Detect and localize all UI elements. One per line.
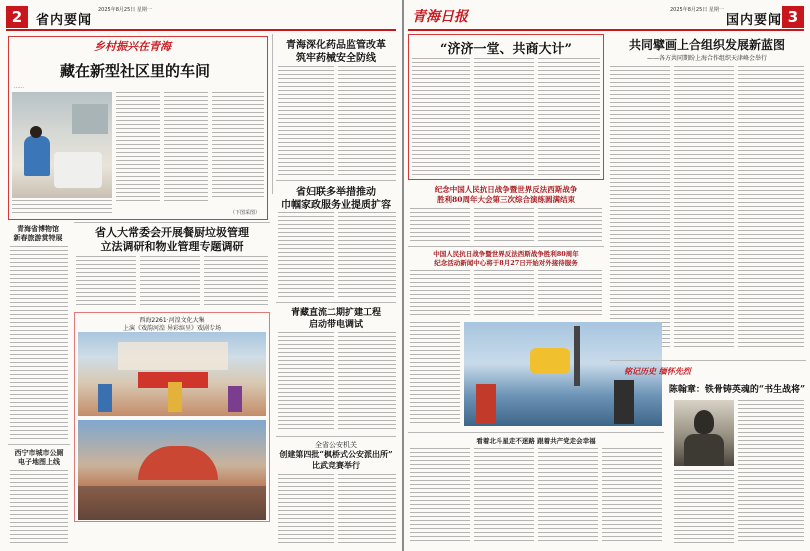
- rule: [8, 444, 70, 445]
- opera-title-2: 上演《戏韵河湟 异彩缤呈》戏剧专场: [123, 325, 221, 332]
- headline-drug-safety-1: 青海深化药品监管改革: [286, 40, 386, 51]
- sco-text-col: [738, 66, 804, 350]
- womens-text-col: [338, 212, 396, 300]
- npc-text-col: [204, 256, 268, 306]
- sco-text-col: [674, 66, 734, 350]
- headline-xining-2: 电子地图上线: [18, 458, 60, 466]
- feature-kicker: 乡村振兴在青海: [94, 40, 171, 53]
- xining-text-col: [10, 470, 68, 544]
- press-text-col: [538, 270, 602, 316]
- deepsea-text-col: [602, 448, 662, 544]
- rule: [74, 222, 270, 223]
- headline-power-1: 青藏直流二期扩建工程: [290, 308, 381, 318]
- column-divider: [272, 34, 273, 194]
- commemoration-text-col: [538, 208, 602, 244]
- page-number: 2: [6, 6, 28, 28]
- headline-sco: 共同擘画上合组织发展新蓝图: [628, 38, 785, 52]
- police-text-col: [338, 474, 396, 544]
- header-rule: [6, 29, 396, 31]
- headline-commemoration-2: 胜利80周年大会第三次综合演练圆满结束: [437, 195, 575, 204]
- photo-side-text: [410, 322, 460, 426]
- feature-text-col: [116, 92, 160, 204]
- feature-text-col: [164, 92, 208, 204]
- headline-profile: 陈翰章：铁骨铸英魂的“书生战将”: [668, 385, 806, 395]
- headline-press-1: 中国人民抗日战争暨世界反法西斯战争胜利80周年: [433, 250, 579, 258]
- police-text-col: [278, 474, 334, 544]
- womens-text-col: [278, 212, 334, 300]
- headline-police-3: 比武竞赛举行: [312, 460, 360, 470]
- headline-police-1: 全省公安机关: [315, 441, 357, 449]
- profile-text-col: [674, 470, 734, 544]
- drug-text-col: [338, 66, 396, 178]
- drug-text-col: [278, 66, 334, 178]
- deepsea-text-col: [538, 448, 598, 544]
- commemoration-text-col: [474, 208, 534, 244]
- date-line: 2025年8月25日 星期一: [670, 7, 724, 13]
- opera-photo-top: [78, 332, 266, 416]
- rule: [610, 360, 806, 361]
- portrait-photo: [674, 400, 734, 466]
- press-text-col: [410, 270, 470, 316]
- headline-power-2: 启动带电调试: [308, 320, 363, 330]
- power-text-col: [338, 332, 396, 432]
- headline-commemoration-1: 纪念中国人民抗日战争暨世界反法西斯战争: [434, 185, 578, 194]
- headline-npc-1: 省人大常委会开展餐厨垃圾管理: [95, 226, 249, 239]
- headline-deep-sea: 看着北斗星走不迷路 跟着共产党走会幸福: [476, 437, 596, 445]
- headline-police-2: 创建第四批“枫桥式公安派出所”: [279, 449, 393, 459]
- opera-photo-bottom: [78, 420, 266, 520]
- rule: [276, 436, 396, 437]
- headline-museum-2: 新春旅游赏特展: [13, 234, 63, 242]
- headline-womens-fed-2: 巾帼家政服务业提质扩容: [281, 200, 391, 211]
- feature-byline: ……: [14, 84, 24, 90]
- headline-museum-1: 青海省博物馆: [17, 225, 59, 233]
- profile-kicker: 铭记历史 缅怀先烈: [624, 366, 691, 376]
- deepsea-text-col: [410, 448, 470, 544]
- rule: [276, 180, 396, 181]
- feature-headline: “济济一堂、共商大计”: [440, 42, 572, 57]
- feature-text-col: [412, 58, 470, 176]
- commemoration-text-col: [410, 208, 470, 244]
- rule: [408, 246, 604, 247]
- header-rule: [408, 29, 804, 31]
- left-page: [0, 0, 403, 551]
- profile-text-col: [738, 400, 804, 544]
- sco-text-col: [610, 66, 670, 350]
- headline-xining-1: 西宁市城市公厕: [14, 449, 64, 457]
- feature-text-col: [212, 92, 264, 200]
- left-page-header: [6, 6, 396, 28]
- press-text-col: [474, 270, 534, 316]
- masthead-logo: 青海日报: [412, 9, 468, 25]
- npc-text-col: [76, 256, 136, 306]
- headline-drug-safety-2: 筑牢药械安全防线: [296, 53, 376, 64]
- feature-headline: 藏在新型社区里的车间: [59, 62, 210, 80]
- right-page: [404, 0, 810, 551]
- museum-text-col: [10, 246, 68, 440]
- deepsea-text-col: [474, 448, 534, 544]
- headline-npc-2: 立法调研和物业管理专题调研: [100, 240, 244, 253]
- opera-title-1: 西海2261·河湟文化大集: [139, 317, 205, 324]
- page-number: 3: [782, 6, 804, 28]
- section-title: 国内要闻: [726, 13, 783, 28]
- npc-text-col: [140, 256, 200, 306]
- rule: [276, 302, 396, 303]
- feature-text-col: [12, 200, 112, 216]
- headline-womens-fed-1: 省妇联多举措推动: [296, 187, 376, 198]
- feature-photo-caption: （下图采图）: [230, 210, 261, 216]
- rule: [408, 432, 664, 433]
- date-line: 2025年8月25日 星期一: [98, 7, 152, 13]
- power-text-col: [278, 332, 334, 432]
- subhead-sco: ——各方共同期盼上海合作组织天津峰会举行: [646, 55, 767, 62]
- section-title: 省内要闻: [36, 13, 93, 28]
- feature-text-col: [474, 58, 534, 176]
- right-page-header: [408, 6, 804, 28]
- feature-photo: [12, 92, 112, 198]
- feature-text-col: [538, 58, 600, 176]
- headline-press-2: 纪念活动新闻中心将于8月27日开始对外接待服务: [434, 259, 578, 267]
